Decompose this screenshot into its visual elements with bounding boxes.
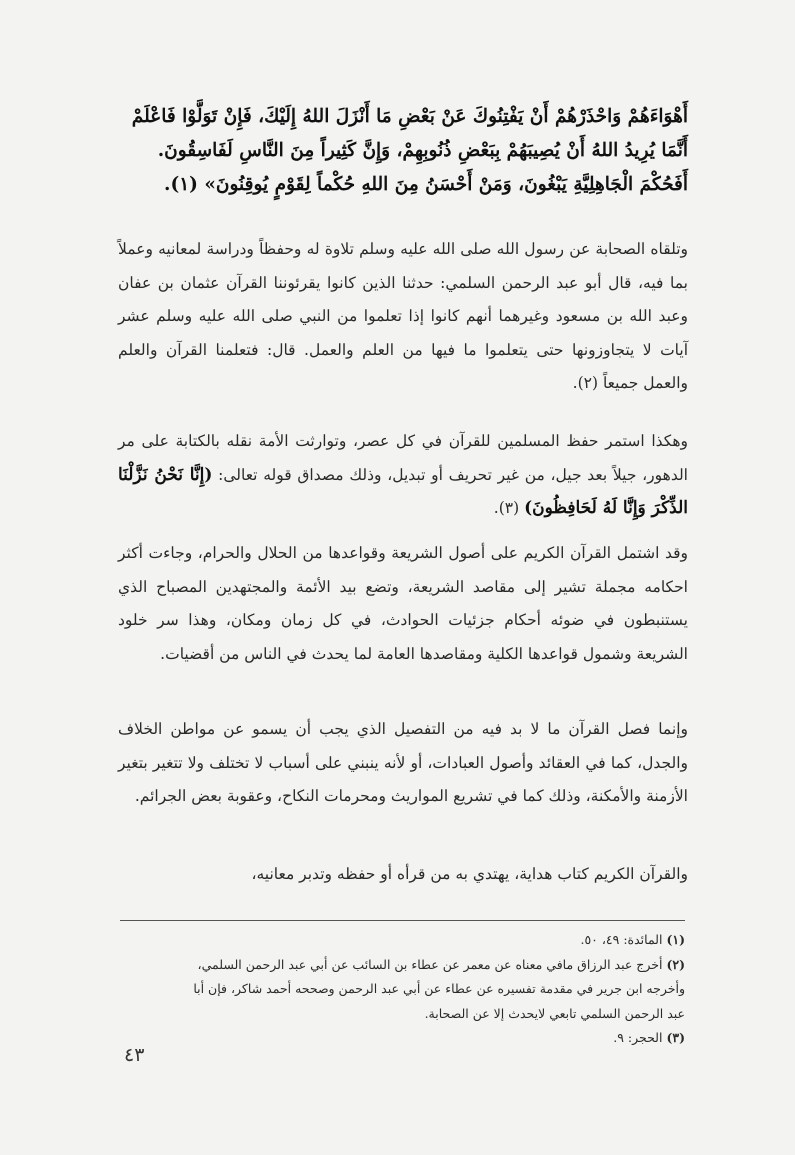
verse-line: أَهْوَاءَهُمْ وَاحْذَرْهُمْ أَنْ يَفْتِنُوكَ عَنْ بَعْضِ مَا أَنْزَلَ اللهُ إِلَيْكَ، فَإِنْ تَوَلَّوْا فَاعْلَمْ [131,106,688,127]
paragraph: وقد اشتمل القرآن الكريم على أصول الشريعة وقواعدها من الحلال والحرام، وجاءت أكثر احكامه مجملة تشير إلى مقاصد الشريعة، وتضع بيد الأئمة والمجتهدين المصباح الذي يستنبطون في ضوئه أحكام جزئيات الحوادث، في كل زمان ومكان، وهذا سر خلود الشريعة وشمول قواعدها الكلية ومقاصدها العامة لما يحدث في الناس من أقضيات. [118,544,688,663]
footnote [120,928,685,953]
paragraph: وتلقاه الصحابة عن رسول الله صلى الله عليه وسلم تلاوة له وحفظاً ودراسة لمعانيه وعملاً بما فيه، قال أبو عبد الرحمن السلمي: حدثنا الذين كانوا يقرئوننا القرآن عثمان بن عفان وعبد الله بن مسعود وغيرهما أنهم كانوا إذا تعلموا من النبي صلى الله عليه وسلم عشر آيات لا يتجاوزونها حتى يتعلموا ما فيها من العلم والعمل. قال: فتعلمنا القرآن والعلم والعمل جميعاً (٢). [118,240,688,392]
inline-quran-verse: (إِنَّا نَحْنُ نَزَّلْنَا الذِّكْرَ وَإِنَّا لَهُ لَحَافِظُونَ) [118,464,688,518]
footnotes [120,928,685,1051]
verse-line: أَفَحُكْمَ الْجَاهِلِيَّةِ يَبْغُونَ، وَمَنْ أَحْسَنُ مِنَ اللهِ حُكْماً لِقَوْمٍ يُوقِنُونَ» (١). [164,174,688,195]
footnote-label: (٢) [666,956,685,972]
paragraph: وإنما فصل القرآن ما لا بد فيه من التفصيل الذي يجب أن يسمو عن مواطن الخلاف والجدل، كما في العقائد وأصول العبادات، أو لأنه ينبني على أسباب لا تختلف ولا تتغير بتغير الأزمنة والأمكنة، وذلك كما في تشريع المواريث ومحرمات النكاح، وعقوبة بعض الجرائم. [118,720,688,805]
footnote-text: عبد الرحمن السلمي تابعي لايحدث إلا عن الصحابة. [424,1005,685,1021]
footnote-text: وأخرجه ابن جرير في مقدمة تفسيره عن عطاء عن أبي عبد الرحمن وصححه أحمد شاكر، فإن أبا [193,981,685,996]
paragraph-text: وهكذا استمر حفظ المسلمين للقرآن في كل عصر، وتوارثت الأمة نقله بالكتابة على مر الدهور، جيلاً بعد جيل، من غير تحريف أو تبديل، وذلك مصداق قوله تعالى: [118,432,688,484]
page-number: ٤٣ [124,1044,145,1066]
footnote-text: الحجر: ٩. [613,1030,663,1045]
footnote-reference: (٣). [493,499,520,517]
footnote-label: (٣) [666,1030,685,1045]
footnote-divider [120,920,685,921]
footnote-text: المائدة: ٤٩، ٥٠. [580,932,663,947]
paragraph: والقرآن الكريم كتاب هداية، يهتدي به من قرأه أو حفظه وتدبر معانيه، [251,865,688,883]
footnote-continuation [120,1002,685,1027]
footnote-continuation [120,977,685,1002]
paragraph [118,425,688,526]
verse-line: أَنَّمَا يُرِيدُ اللهُ أَنْ يُصِيبَهُمْ بِبَعْضِ ذُنُوبِهِمْ، وَإِنَّ كَثِيراً مِنَ النَّاسِ لَفَاسِقُونَ. [157,140,688,161]
footnote [120,953,685,978]
quran-verse-block [118,100,688,202]
footnote-text: أخرج عبد الرزاق مافي معناه عن معمر عن عطاء بن السائب عن أبي عبد الرحمن السلمي، [197,956,663,972]
footnote [120,1026,685,1051]
footnote-label: (١) [666,932,685,947]
